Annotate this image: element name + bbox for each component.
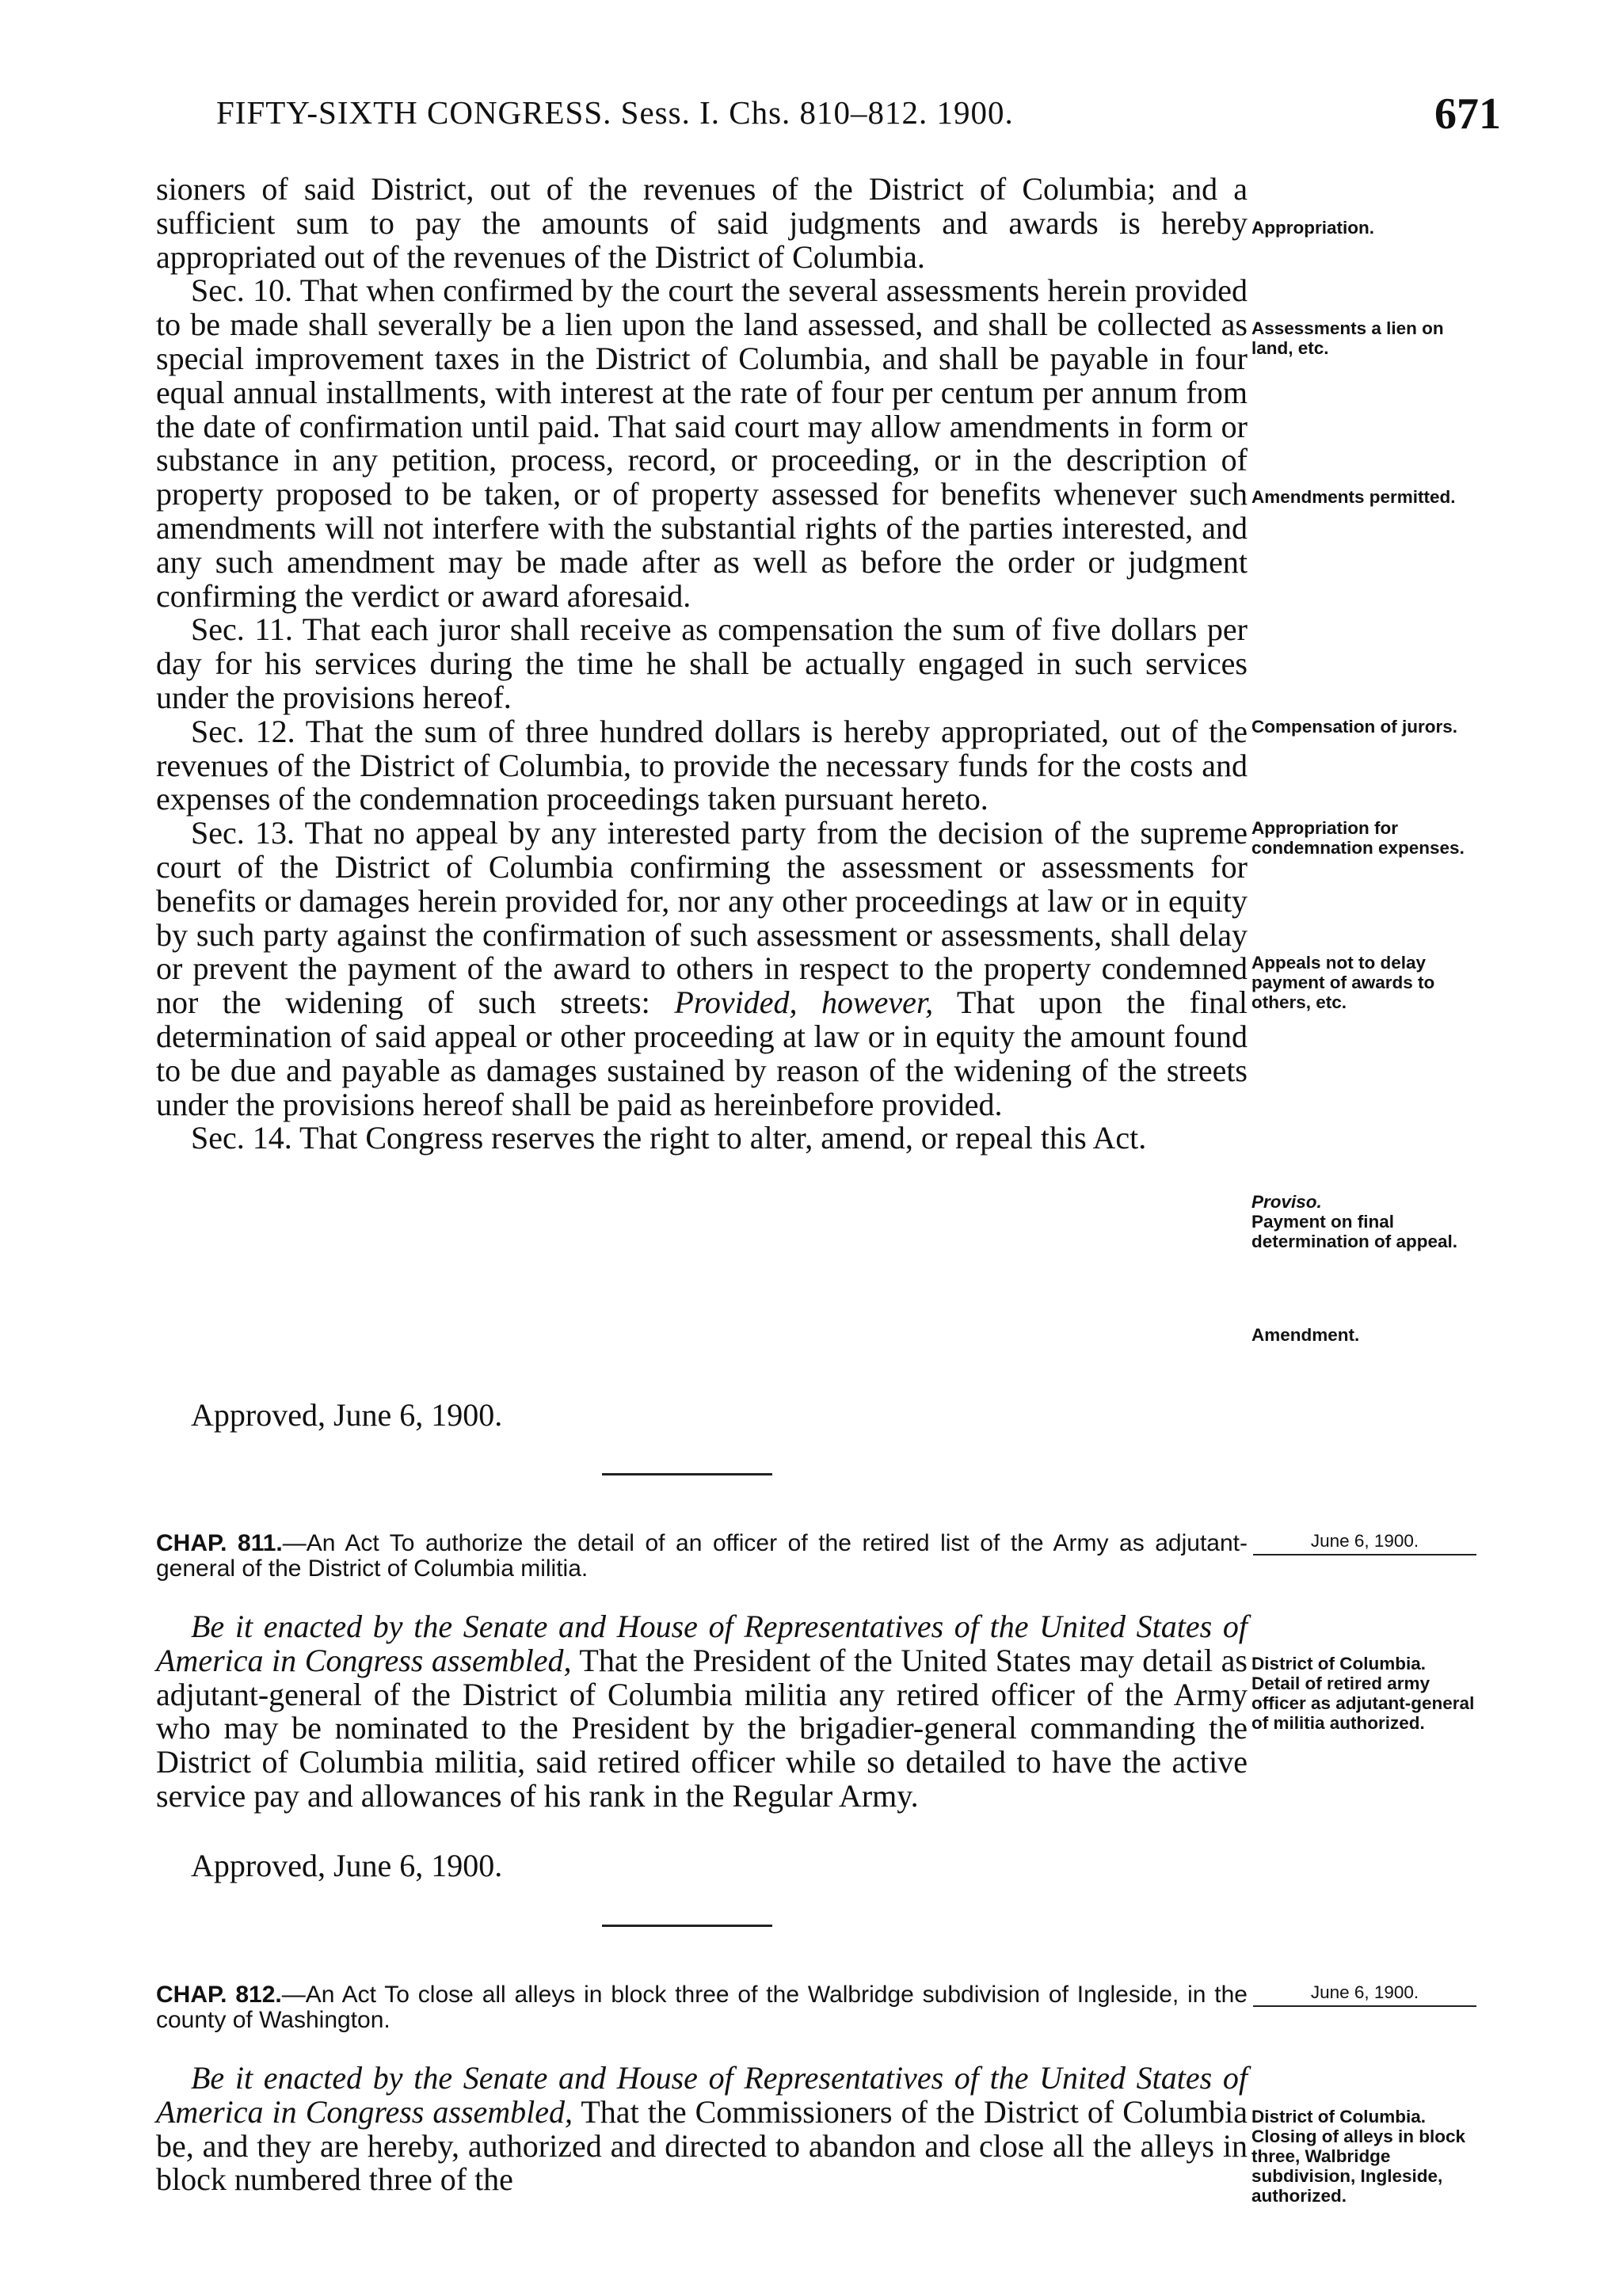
approved-811: Approved, June 6, 1900. [191,1848,503,1883]
margin-note-appropriation-condemnation: Appropriation for condemnation expenses. [1251,818,1465,858]
margin-note-payment-final: Payment on final determination of appeal. [1251,1212,1458,1251]
margin-note-proviso: Proviso. [1251,1192,1322,1212]
section-divider [602,1473,772,1475]
section-10: Sec. 10. That when confirmed by the court the several assessments herein provided to be made shall severally be a lien upon the land assessed, and shall be collected as special improvement taxes in the District of Columbia, and shall be payable in four equal annual installments, with interest at the rate of four per centum per annum from the date of confirmation until paid. That said court may allow amendments in form or substance in any petition, process, record, or proceeding, or in the description of property proposed to be taken, or of property assessed for benefits whenever such amendments will not interfere with the substantial rights of the parties interested, and any such amendment may be made after as well as before the order or judgment confirming the verdict or award aforesaid. [156,272,1248,614]
margin-title-811: District of Columbia. [1251,1654,1427,1673]
chapter-812-title: —An Act To close all alleys in block three of the Walbridge subdivision of Ingleside, in the county of Washington. [156,1982,1248,2033]
chapter-811-title: —An Act To authorize the detail of an officer of the retired list of the Army as adjutant-general of the District of Columbia militia. [156,1530,1248,1582]
section-divider [602,1925,772,1927]
chapter-811-date: June 6, 1900. [1253,1531,1476,1555]
approved-810: Approved, June 6, 1900. [191,1397,503,1433]
chapter-810-text [156,173,1248,1156]
margin-note-appropriation: Appropriation. [1251,218,1374,238]
margin-note-compensation-jurors: Compensation of jurors. [1251,717,1458,737]
margin-note-amendment: Amendment. [1251,1325,1360,1345]
section-11: Sec. 11. That each juror shall receive as compensation the sum of five dollars per day for his services during the time he shall be actually engaged in such services under the provisions hereof. [156,611,1248,715]
section-13 [156,817,1248,1121]
section-12: Sec. 12. That the sum of three hundred dollars is hereby appropriated, out of the revenues of the District of Columbia, to provide the necessary funds for the costs and expenses of the condemnation proceedings taken pursuant hereto. [156,713,1248,817]
page-header [154,89,1513,157]
paragraph-continuation: sioners of said District, out of the revenues of the District of Columbia; and a sufficient sum to pay the amounts of said judgments and awards is hereby appropriated out of the revenues of the District of Columbia. [156,171,1248,275]
margin-title-812: District of Columbia. [1251,2107,1427,2127]
chapter-811-heading [156,1531,1248,1582]
margin-note-811: Detail of retired army officer as adjutant-general of militia authorized. [1251,1673,1475,1733]
chapter-811-body: That the President of the United States may detail as adjutant-general of the District of Columbia militia any retired officer of the Army who may be nominated to the President by the brigadier-general commanding the District of Columbia militia, said retired officer while so detailed to have the active service pay and allowances of his rank in the Regular Army. [156,1642,1248,1814]
chapter-812-heading [156,1982,1248,2033]
proviso-phrase: Provided, however, [674,984,934,1021]
margin-note-appeals-not-delay: Appeals not to delay payment of awards to others, etc. [1251,953,1435,1012]
chapter-812-text [156,2062,1248,2197]
chapter-811-number: CHAP. 811. [156,1530,283,1556]
running-head: FIFTY-SIXTH CONGRESS. Sess. I. Chs. 810–812. 1900. [216,94,1014,131]
section-13-text: Sec. 13. That no appeal by any interested party from the decision of the supreme court of the District of Columbia confirming the assessment or assessments for benefits or damages herein provided for, nor any other proceedings at law or in equity by such party against the confirmation of such assessment or assessments, shall delay or prevent the payment of the award to others in respect to the property condemned nor the widening of such streets: [156,815,1248,1021]
enacting-clause-811: Be it enacted by the Senate and House of Representatives of the United States of America in Congress assembled, [156,1609,1248,1678]
chapter-811-text [156,1610,1248,1814]
enacting-clause-812: Be it enacted by the Senate and House of Representatives of the United States of America in Congress assembled, [156,2060,1248,2130]
margin-note-812: Closing of alleys in block three, Walbridge subdivision, Ingleside, authorized. [1251,2127,1466,2206]
page-number: 671 [1434,89,1501,139]
section-14: Sec. 14. That Congress reserves the right to alter, amend, or repeal this Act. [191,1120,1147,1156]
chapter-812-body: That the Commissioners of the District of Columbia be, and they are hereby, authorized and directed to abandon and close all the alleys in block numbered three of the [156,2093,1248,2198]
margin-note-assessments-lien: Assessments a lien on land, etc. [1251,318,1444,358]
chapter-812-number: CHAP. 812. [156,1982,282,2008]
margin-note-amendments-permitted: Amendments permitted. [1251,487,1456,507]
chapter-812-date: June 6, 1900. [1253,1982,1476,2007]
section-13-proviso-text: That upon the final determination of said appeal or other proceeding at law or in equity the amount found to be due and payable as damages sustained by reason of the widening of the streets under the provisions hereof shall be paid as hereinbefore provided. [156,984,1248,1122]
